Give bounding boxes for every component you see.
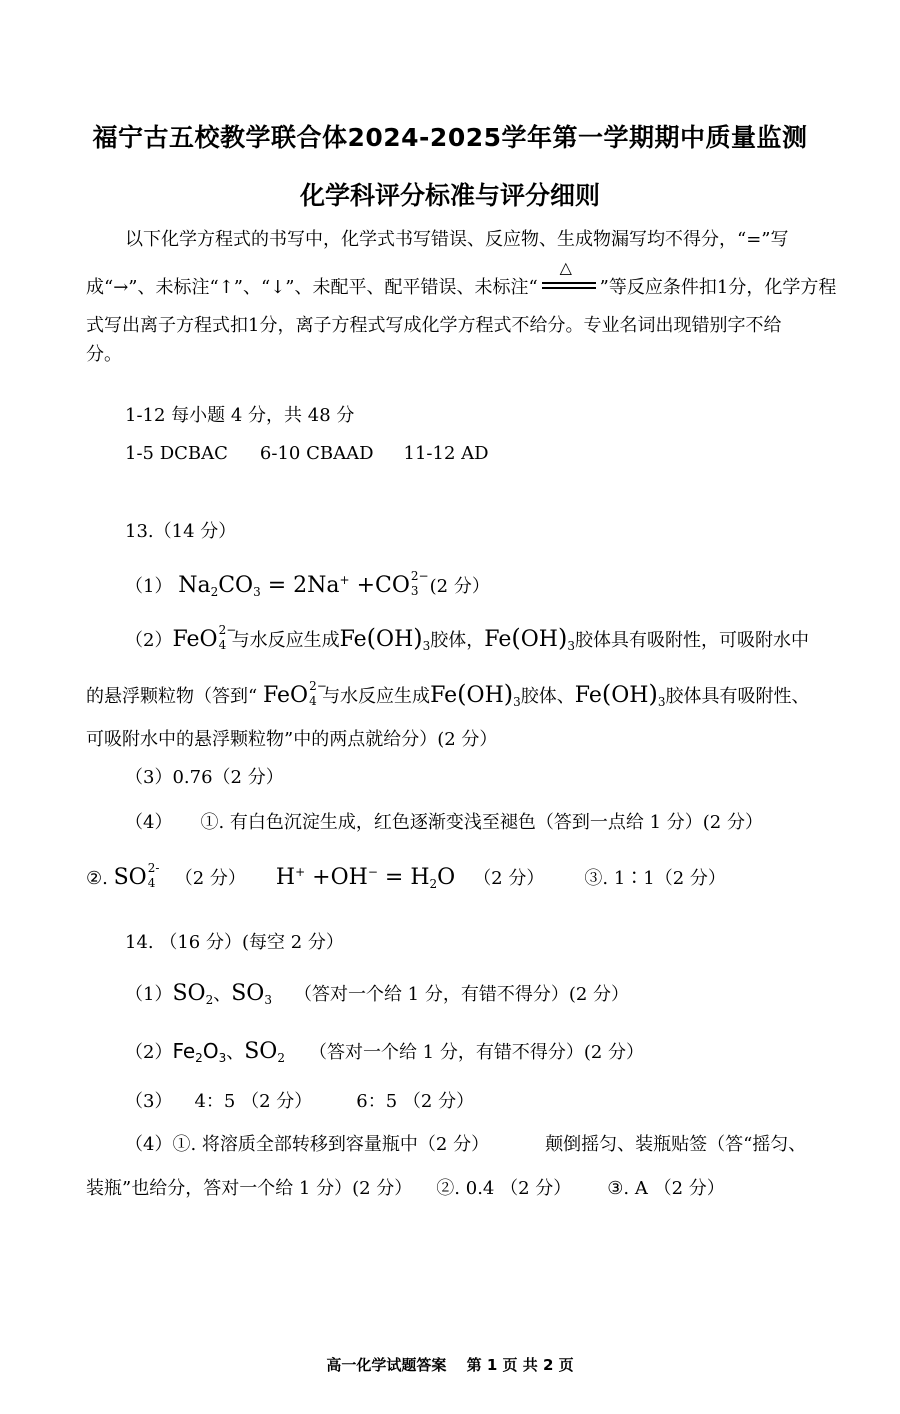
page-footer: 高一化学试题答案 第 1 页 共 2 页 — [326, 1356, 574, 1374]
q13-part2-line2: 的悬浮颗粒物（答到“ FeO 2− 4 与水反应生成$Fe(OH)_3$胶体、$Fe(OH)_3$胶体具有吸附性、 — [86, 679, 810, 709]
formula-na2co3-ionization: $Na_2CO_3 = 2Na^+ +CO$ 2− 3 — [178, 569, 429, 599]
q13-part3: （3）0.76（2 分） — [125, 767, 284, 788]
intro-line-1: 以下化学方程式的书写中，化学式书写错误、反应物、生成物漏写均不得分，“=”写 — [125, 229, 789, 250]
page-title: 福宁古五校教学联合体2024-2025学年第一学期期中质量监测 — [92, 123, 808, 152]
intro-line-3: 式写出离子方程式扣1分，离子方程式写成化学方程式不给分。专业名词出现错别字不给 — [86, 315, 782, 336]
q13-part2-line1: （2）FeO 2− 4 与水反应生成$Fe(OH)_3$胶体，$Fe(OH)_3$胶体具有吸附性，可吸附水中 — [125, 623, 810, 653]
q13-heading: 13.（14 分） — [125, 521, 237, 542]
intro-line-4: 分。 — [86, 344, 122, 365]
q14-part1: $(1)SO_2$、$SO_3$ （答对一个给 1 分，有错不得分）(2 分） — [125, 981, 630, 1007]
intro-line-2: 成“→”、未标注“↑”、“↓”、未配平、配平错误、未标注“ △ ”等反应条件扣1分，化学方程 — [86, 258, 837, 298]
q13-part4-line2: ②. SO 2- 4 （2 分） $H^+ +OH^- = H_2O$ （2 分） ③. 1∶1（2 分） — [86, 861, 726, 891]
q13-part2-line3: 可吸附水中的悬浮颗粒物”中的两点就给分）(2 分） — [86, 729, 498, 750]
q14-part4-line1: （4）①. 将溶质全部转移到容量瓶中（2 分） 颠倒摇匀、装瓶贴签（答“摇匀、 — [125, 1134, 807, 1155]
q14-part4-line2: 装瓶”也给分，答对一个给 1 分）(2 分） ②. 0.4 （2 分） ③. A （2 分） — [86, 1178, 725, 1199]
heating-condition-symbol: △ — [538, 276, 600, 296]
q14-part2: $(2)Fe_2O_3$、$SO_2$ （答对一个给 1 分，有错不得分）(2 分） — [125, 1039, 645, 1065]
q13-part4-line1: （4） ①. 有白色沉淀生成，红色逐渐变浅至褪色（答到一点给 1 分）(2 分） — [125, 812, 763, 833]
q14-heading: 14. （16 分）(每空 2 分） — [125, 932, 344, 953]
q14-part3: （3） 4：5 （2 分） 6：5 （2 分） — [125, 1091, 475, 1112]
page-subtitle: 化学科评分标准与评分细则 — [299, 181, 600, 210]
q13-part1: （1） $Na_2CO_3 = 2Na^+ +CO$ 2− 3 (2 分） — [125, 569, 490, 599]
formula-neutralization: $H^+ +OH^- = H_2O$ — [275, 865, 456, 891]
mc-score-line: 1-12 每小题 4 分，共 48 分 — [125, 405, 355, 426]
mc-answers: 1-5 DCBAC 6-10 CBAAD 11-12 AD — [125, 443, 489, 464]
